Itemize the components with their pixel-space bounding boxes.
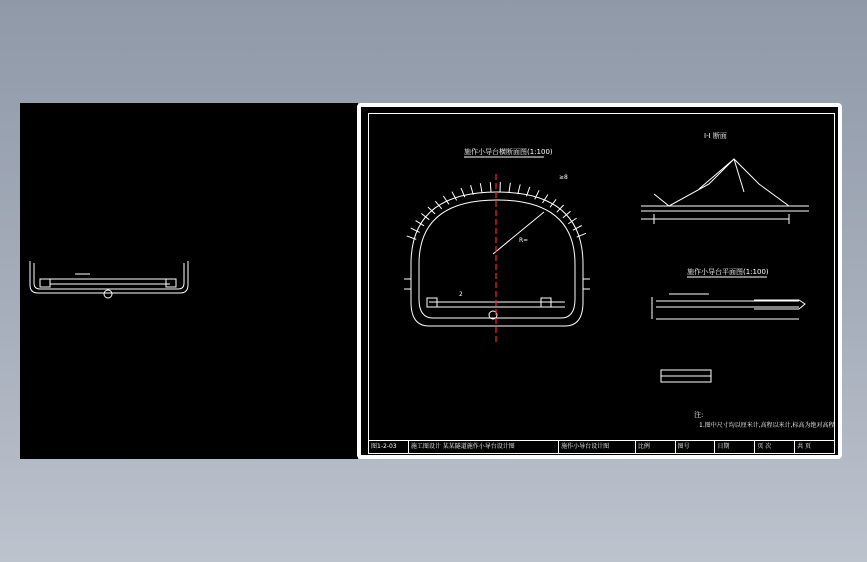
tb-cell: 图号 [676,441,716,453]
note-text: 1.图中尺寸均以厘米计,高程以米计,标高为绝对高程 [699,422,834,429]
tb-cell: 页 次 [755,441,795,453]
layout-sheet[interactable] [357,103,842,459]
drawing-border [368,113,835,441]
plan-title: 施作小导台平面图(1:100) [687,268,769,276]
tb-cell: 比例 [636,441,676,453]
tb-cell: 施工图设计 某某隧道施作小导台设计图 [409,441,559,453]
radius-label: R= [519,237,529,244]
model-space-view[interactable] [20,103,358,459]
profile-title: I-I 断面 [704,132,727,140]
tb-cell: 日期 [715,441,755,453]
section-title: 施作小导台横断面图(1:100) [464,148,553,156]
tb-cell: 施作小导台设计图 [559,441,636,453]
note-heading: 注: [694,411,704,419]
model-space-drawing [20,103,358,459]
tb-cell: 共 页 [797,443,812,450]
label-right-top: ≥8 [559,174,568,181]
sheet-drawing [369,114,834,440]
title-block [368,440,835,454]
tb-cell: 图1-2-03 [369,441,409,453]
dim-left: 2 [459,291,463,298]
